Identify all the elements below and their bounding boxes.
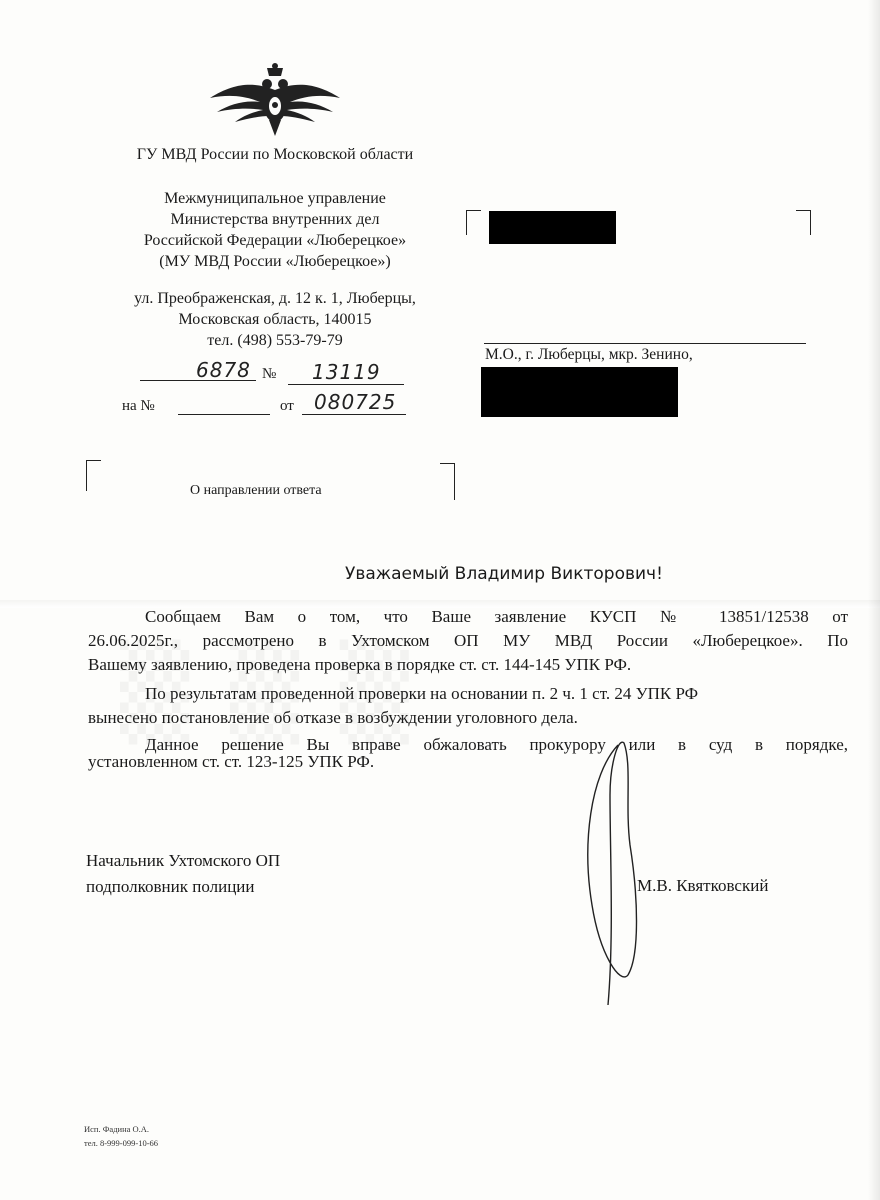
subject-corner-right	[440, 463, 455, 500]
body-line: Сообщаем Вам о том, что Ваше заявление КУСП № 13851/12538 от	[145, 607, 848, 626]
department-block	[90, 188, 460, 272]
date-underline	[302, 414, 406, 415]
reference-label: на №	[122, 398, 155, 414]
redacted-recipient-address	[481, 367, 678, 417]
address-block	[90, 288, 460, 351]
body-line: вынесено постановление об отказе в возбуждении уголовного дела.	[88, 708, 578, 727]
outgoing-number-prefix: 6878	[196, 358, 251, 382]
outgoing-number-underline	[288, 384, 404, 385]
mvd-emblem-icon	[205, 60, 345, 140]
body-line: Вашему заявлению, проведена проверка в порядке ст. ст. 144-145 УПК РФ.	[88, 655, 632, 674]
body-line: 26.06.2025г., рассмотрено в Ухтомском ОП МУ МВД России «Люберецкое». По	[88, 631, 848, 650]
department-line: Российской Федерации «Люберецкое»	[143, 232, 407, 249]
address-line: ул. Преображенская, д. 12 к. 1, Люберцы,	[134, 290, 416, 307]
registration-date: 080725	[314, 390, 397, 414]
department-line: Межмуниципальное управление	[164, 190, 386, 207]
executor-phone: тел. 8-999-099-10-66	[84, 1138, 159, 1148]
department-line: Министерства внутренних дел	[170, 211, 380, 228]
executor-block	[84, 1122, 158, 1150]
body-line: установленном ст. ст. 123-125 УПК РФ.	[88, 752, 375, 771]
outgoing-number: 13119	[312, 360, 381, 384]
address-line: Московская область, 140015	[178, 311, 372, 328]
salutation: Уважаемый Владимир Викторович!	[345, 564, 663, 584]
department-line: (МУ МВД России «Люберецкое»)	[159, 253, 391, 270]
recipient-underline	[484, 343, 806, 344]
signatory-name: М.В. Квятковский	[637, 876, 769, 895]
recipient-address: М.О., г. Люберцы, мкр. Зенино,	[485, 346, 693, 363]
subject-line: О направлении ответа	[190, 483, 322, 498]
scan-edge-shadow	[868, 0, 880, 1200]
recipient-corner-top-left	[466, 210, 481, 235]
redacted-recipient-name	[489, 211, 616, 244]
ministry-name: ГУ МВД России по Московской области	[136, 146, 414, 163]
date-label: от	[280, 398, 294, 414]
body-line: Данное решение Вы вправе обжаловать прокурору или в суд в порядке,	[145, 735, 848, 754]
reference-underline	[178, 414, 270, 415]
subject-corner-left	[86, 460, 101, 491]
phone-line: тел. (498) 553-79-79	[207, 332, 343, 349]
signatory-position: Начальник Ухтомского ОП	[86, 851, 281, 870]
signatory-rank: подполковник полиции	[86, 877, 255, 896]
number-label: №	[262, 366, 277, 382]
recipient-corner-top-right	[796, 210, 811, 235]
signatory-block	[86, 848, 280, 900]
body-line: По результатам проведенной проверки на основании п. 2 ч. 1 ст. 24 УПК РФ	[145, 684, 699, 703]
executor-name: Исп. Фадина О.А.	[84, 1124, 150, 1134]
